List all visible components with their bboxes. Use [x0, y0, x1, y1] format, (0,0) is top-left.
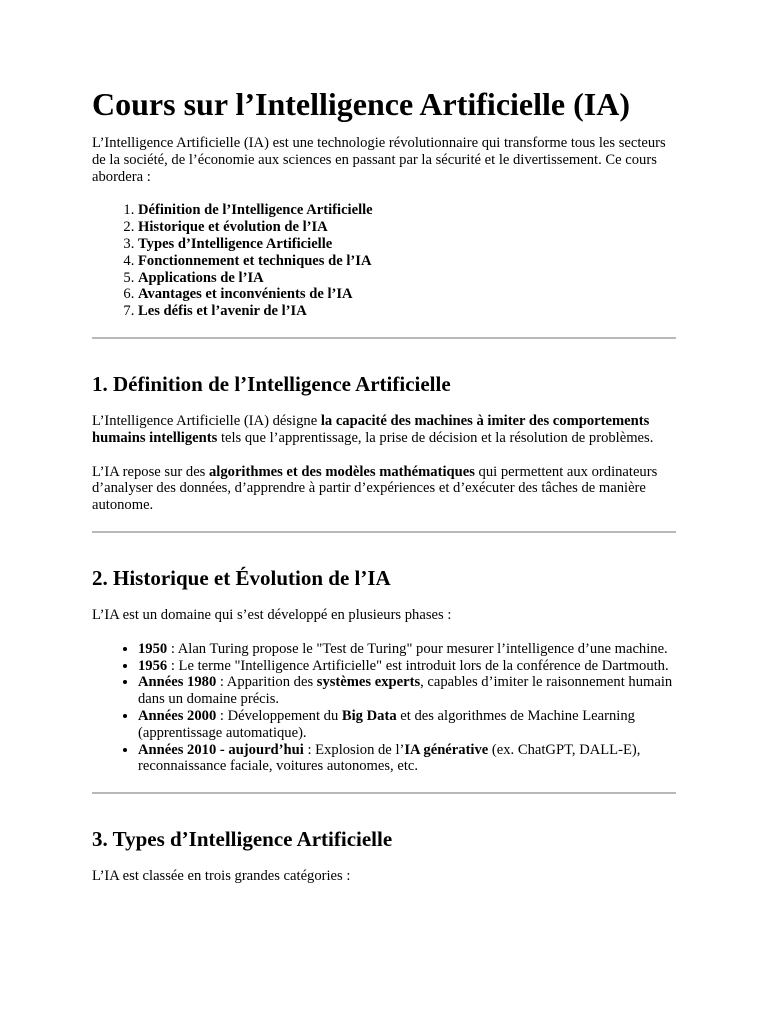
bold-text: Années 1980 — [138, 674, 217, 691]
definition-paragraph — [92, 413, 676, 447]
text-run: : Apparition des — [216, 674, 317, 691]
toc-item: 1. Définition de l’Intelligence Artificielle — [138, 202, 676, 219]
history-intro-paragraph: L’IA est un domaine qui s’est développé en plusieurs phases : — [92, 606, 452, 623]
toc-item: 7. Les défis et l’avenir de l’IA — [138, 303, 676, 320]
text-run: : Développement du — [216, 707, 342, 724]
toc-item: 4. Fonctionnement et techniques de l’IA — [138, 253, 676, 270]
bold-text: 1950 — [138, 640, 168, 657]
intro-paragraph: L’Intelligence Artificielle (IA) est une technologie révolutionnaire qui transforme tous les secteurs de la société, de l’économie aux sciences en passant par la sécurité et le divertissement. Ce cours abordera : — [92, 135, 666, 185]
text-run: L’IA repose sur des — [92, 463, 209, 480]
table-of-contents — [92, 202, 676, 320]
history-item — [138, 658, 676, 675]
bold-text: 1956 — [138, 657, 168, 674]
section-heading-history: 2. Historique et Évolution de l’IA — [92, 565, 391, 590]
bold-text: Années 2000 — [138, 707, 217, 724]
text-run: : Le terme "Intelligence Artificielle" est introduit lors de la conférence de Dartmouth. — [167, 657, 669, 674]
text-run: : Alan Turing propose le "Test de Turing" pour mesurer l’intelligence d’une machine. — [167, 640, 668, 657]
bold-text: Années 2010 - aujourd’hui — [138, 741, 304, 758]
toc-item: 3. Types d’Intelligence Artificielle — [138, 236, 676, 253]
bold-text: systèmes experts — [316, 674, 421, 691]
section-divider — [92, 337, 676, 339]
text-run: qui permettent aux ordinateurs d’analyser des données, d’apprendre à partir d’expériences et d’exécuter des tâches de manière autonome. — [92, 463, 658, 514]
history-item — [138, 674, 676, 708]
toc-item: 5. Applications de l’IA — [138, 270, 676, 287]
bold-text: Big Data — [341, 707, 397, 724]
section-divider — [92, 792, 676, 794]
page-title: Cours sur l’Intelligence Artificielle (IA) — [92, 86, 630, 122]
text-run: : Explosion de l’ — [303, 741, 405, 758]
history-item — [138, 708, 676, 742]
text-run: (ex. ChatGPT, DALL-E), reconnaissance faciale, voitures autonomes, etc. — [138, 741, 641, 775]
text-run: et des algorithmes de Machine Learning (apprentissage automatique). — [138, 707, 635, 741]
history-item — [138, 742, 676, 776]
section-heading-definition: 1. Définition de l’Intelligence Artificielle — [92, 371, 451, 396]
bold-text: IA générative — [404, 741, 489, 758]
toc-item: 2. Historique et évolution de l’IA — [138, 219, 676, 236]
section-divider — [92, 531, 676, 533]
algorithms-paragraph — [92, 464, 676, 514]
text-run: , capables d’imiter le raisonnement humain dans un domaine précis. — [138, 674, 673, 708]
types-intro-paragraph: L’IA est classée en trois grandes catégories : — [92, 868, 351, 885]
history-item — [138, 641, 676, 658]
history-list — [92, 641, 676, 775]
text-run: tels que l’apprentissage, la prise de décision et la résolution de problèmes. — [217, 429, 654, 446]
toc-item: 6. Avantages et inconvénients de l’IA — [138, 286, 676, 303]
bold-text: la capacité des machines à imiter des comportements humains intelligents — [92, 412, 650, 446]
section-heading-types: 3. Types d’Intelligence Artificielle — [92, 827, 393, 852]
bold-text: algorithmes et des modèles mathématiques — [209, 463, 475, 480]
text-run: L’Intelligence Artificielle (IA) désigne — [92, 412, 321, 429]
